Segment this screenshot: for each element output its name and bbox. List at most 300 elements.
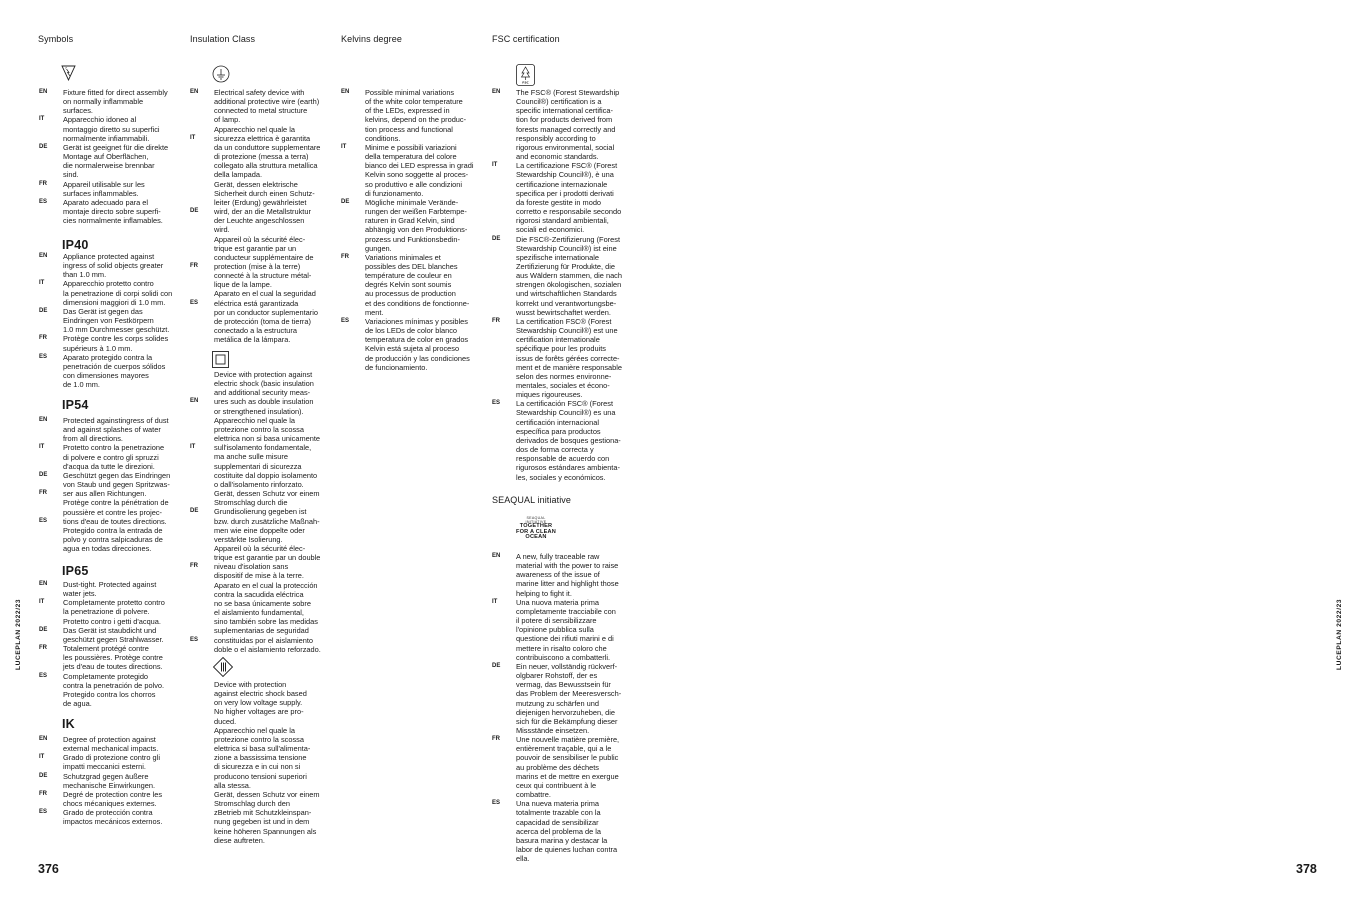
text-line: Une nouvelle matière première, (516, 735, 620, 745)
text-line: eléctrica está garantizada (214, 298, 299, 308)
text-line: Geschützt gegen das Eindringen (63, 470, 171, 480)
text-line: specific international certifica- (516, 106, 613, 116)
language-entry (341, 317, 480, 372)
language-code: DE (341, 198, 350, 205)
text-line: agua en todas direcciones. (63, 544, 152, 554)
ip65-title: IP65 (62, 564, 89, 578)
text-line: of lamp. (214, 115, 241, 125)
text-line: connected to metal structure (214, 106, 308, 116)
seaqual-logo (514, 516, 558, 541)
description-text (63, 443, 178, 470)
text-line: et des conditions de fonctionne- (365, 298, 470, 308)
text-line: l'opinione pubblica sulla (516, 625, 594, 635)
text-line: el aislamiento fundamental, (214, 608, 304, 618)
description-text (63, 808, 178, 826)
text-line: montaje directo sobre superfi- (63, 207, 161, 217)
text-line: Sicherheit durch einen Schutz- (214, 188, 315, 198)
text-line: costituite dal doppio isolamento (214, 470, 318, 480)
language-code (190, 370, 214, 397)
text-line: Protetto contro i getti d'acqua. (63, 616, 161, 626)
description-text (63, 790, 178, 808)
text-line: Degree of protection against (63, 735, 156, 744)
text-line: montaggio diretto su superfici (63, 124, 160, 134)
text-line: La certification FSC® (Forest (516, 316, 612, 326)
text-line: rungen der weißen Farbtempe- (365, 207, 467, 217)
language-code: FR (39, 180, 47, 187)
text-line: die normalerweise brennbar (63, 161, 155, 171)
language-entry (39, 672, 178, 709)
text-line: la penetrazione di polvere. (63, 607, 150, 617)
text-line: sich für die Bekämpfung dieser (516, 716, 618, 726)
ip65-entries (39, 580, 178, 708)
language-entry (492, 799, 631, 863)
text-line: protezione contro la scossa (214, 424, 304, 434)
language-entry (39, 772, 178, 790)
text-line: acerca del problema de la (516, 826, 602, 836)
language-entry (39, 143, 178, 180)
text-line: Fixture fitted for direct assembly (63, 88, 168, 97)
text-line: mentales, sociales et écono- (516, 381, 610, 390)
brand-vertical-right: LUCEPLAN 2022/23 (1336, 598, 1343, 670)
text-line: niveau d'isolation sans (214, 562, 289, 572)
language-code: FR (492, 317, 500, 324)
language-code: EN (341, 89, 350, 95)
language-code: DE (190, 208, 199, 215)
text-line: prozess und Funktionsbedin- (365, 234, 460, 244)
text-line: leiter (Erdung) gewährleistet (214, 197, 307, 207)
class1-entries (190, 88, 329, 344)
text-line: Aparato protegido contra la (63, 352, 153, 362)
language-entry (39, 489, 178, 516)
text-line: responsable de acuerdo con (516, 454, 610, 464)
seaqual-logo-line1: TOGETHER (519, 523, 553, 529)
text-line: so produttivo e alle condizioni (365, 179, 462, 189)
text-line: rigorous environmental, social (516, 142, 615, 152)
description-text (63, 735, 178, 753)
text-line: rigurosos estándares ambienta- (516, 463, 620, 473)
text-line: degrés Kelvin sont soumis (365, 280, 452, 290)
text-line: sociali ed economici. (516, 225, 585, 235)
text-line: no se basa únicamente sobre (214, 598, 311, 608)
description-text (214, 680, 329, 845)
text-line: Una nueva materia prima (516, 799, 599, 809)
text-line: collegato alla struttura metallica (214, 161, 318, 171)
text-line: Stewardship Council®) est une (516, 326, 618, 336)
text-line: certificazione internazionale (516, 179, 608, 189)
text-line: 1.0 mm Durchmesser geschützt. (63, 325, 170, 335)
text-line: bzw. durch zusätzliche Maßnah- (214, 516, 320, 526)
description-text (63, 353, 178, 390)
language-entry (492, 598, 631, 662)
svg-text:F: F (65, 67, 67, 70)
seaqual-entries (492, 552, 631, 863)
text-line: Protège contre la pénétration de (63, 498, 169, 508)
language-code: DE (492, 662, 501, 669)
text-line: corretto e responsabile secondo (516, 207, 622, 217)
text-line: totalmente trazable con la (516, 808, 601, 818)
header-insulation-class: Insulation Class (190, 34, 256, 44)
text-line: contribuiscono a combatterli. (516, 652, 611, 662)
description-text (63, 88, 178, 115)
text-line: than 1.0 mm. (63, 270, 107, 280)
text-line: di sicurezza e in cui non si (214, 762, 301, 772)
text-line: tion process and functional (365, 124, 453, 134)
text-line: of the white color temperature (365, 97, 463, 107)
text-line: forests managed correctly and (516, 124, 616, 134)
text-line: il potere di sensibilizzare (516, 616, 597, 626)
text-line: La certificazione FSC® (Forest (516, 161, 618, 171)
text-line: mechanische Einwirkungen. (63, 780, 156, 790)
text-line: vermag, das Bewusstsein für (516, 680, 611, 690)
text-line: de 1.0 mm. (63, 380, 100, 390)
description-text (63, 307, 178, 334)
text-line: di protezione (messa a terra) (214, 152, 309, 162)
language-entry (39, 353, 178, 390)
language-code: ES (39, 672, 48, 679)
header-fsc-certification: FSC certification (492, 34, 560, 44)
text-line: sull'isolamento fondamentale, (214, 443, 312, 453)
language-entry (492, 161, 631, 234)
kelvins-entries (341, 88, 480, 372)
seaqual-title: SEAQUAL initiative (492, 495, 571, 505)
description-text (516, 662, 631, 735)
language-entry (39, 115, 178, 142)
text-line: electric shock (basic insulation (214, 379, 314, 389)
description-text (63, 279, 178, 306)
text-line: Aparato adecuado para el (63, 197, 149, 207)
text-line: dimensioni maggiori di 1.0 mm. (63, 297, 166, 307)
language-code: FR (341, 253, 349, 260)
language-code: DE (39, 143, 48, 150)
text-line: sino también sobre las medidas (214, 617, 318, 627)
description-text (365, 198, 480, 253)
text-line: ment. (365, 307, 384, 317)
text-line: miques rigoureuses. (516, 390, 583, 400)
language-code: IT (190, 134, 196, 141)
text-line: raturen in Grad Kelvin, sind (365, 216, 455, 226)
text-line: ment et de manière responsable (516, 362, 622, 372)
description-text (214, 207, 329, 262)
text-line: con dimensiones mayores (63, 371, 149, 381)
description-text (214, 562, 329, 635)
page-number-right: 378 (1296, 862, 1317, 876)
text-line: Protegido contra los chorros (63, 689, 156, 699)
text-line: Appareil utilisable sur les (63, 179, 145, 189)
language-entry (492, 552, 631, 598)
description-text (63, 580, 178, 598)
text-line: entièrement traçable, qui a le (516, 744, 612, 754)
text-line: Das Gerät ist gegen das (63, 306, 143, 316)
text-line: Aparato en el cual la protección (214, 580, 318, 590)
description-text (63, 598, 178, 625)
text-line: La certificación FSC® (Forest (516, 399, 614, 409)
language-entry (190, 562, 329, 635)
text-line: additional protective wire (earth) (214, 97, 320, 107)
text-line: Protetto contro la penetrazione (63, 443, 165, 453)
text-line: Totalement protégé contre (63, 644, 149, 654)
text-line: Device with protection (214, 680, 287, 689)
language-code: IT (39, 116, 45, 123)
language-entry (492, 235, 631, 317)
text-line: certification internationale (516, 335, 600, 345)
text-line: doble o el aislamiento reforzado. (214, 644, 321, 654)
text-line: Ein neuer, vollständig rückverf- (516, 661, 618, 671)
text-line: Apparecchio nel quale la (214, 725, 295, 735)
language-entry (190, 680, 329, 845)
text-line: Apparecchio idoneo al (63, 115, 137, 125)
language-code: ES (492, 800, 501, 807)
text-line: abhängig von den Produktions- (365, 225, 468, 235)
text-line: helping to fight it. (516, 588, 572, 598)
text-line: No higher voltages are pro- (214, 707, 304, 717)
page-number-left: 376 (38, 862, 59, 876)
text-line: men wie eine doppelte oder (214, 525, 305, 535)
language-code: DE (39, 626, 48, 633)
language-code: IT (39, 444, 45, 451)
language-code: IT (341, 143, 347, 150)
text-line: ella. (516, 854, 530, 864)
text-line: korrekt und verantwortungsbe- (516, 298, 617, 308)
seaqual-logo-line2: FOR A CLEAN (515, 528, 556, 535)
text-line: Das Gerät ist staubdicht und (63, 625, 157, 635)
text-line: surfaces. (63, 106, 93, 116)
text-line: da un conduttore supplementare (214, 142, 321, 152)
text-line: Gerät, dessen Schutz vor einem (214, 489, 320, 499)
text-line: issus de forêts gérées correcte- (516, 353, 620, 363)
text-line: Montage auf Oberflächen, (63, 152, 149, 162)
text-line: di polvere e contro gli spruzzi (63, 452, 159, 462)
text-line: on very low voltage supply. (214, 698, 303, 708)
text-line: rigorosi standard ambientali, (516, 216, 609, 226)
text-line: Protegido contra la entrada de (63, 525, 163, 535)
text-line: duced. (214, 716, 237, 726)
language-code: DE (39, 471, 48, 478)
text-line: from all directions. (63, 434, 123, 444)
low-voltage-icon (213, 657, 233, 682)
text-line: della lampada. (214, 170, 263, 180)
text-line: responsibly according to (516, 133, 596, 143)
text-line: Gerät, dessen elektrische (214, 179, 298, 189)
description-text (214, 636, 329, 654)
description-text (63, 334, 178, 352)
text-line: chocs mécaniques externes. (63, 799, 157, 809)
language-entry (39, 598, 178, 625)
language-entry (190, 299, 329, 345)
earth-ground-icon (212, 65, 230, 88)
language-code: ES (39, 353, 48, 360)
flammable-surface-icon (61, 65, 76, 86)
text-line: conectado a la estructura (214, 326, 297, 336)
text-line: Apparecchio nel quale la (214, 415, 295, 425)
language-entry (492, 88, 631, 161)
text-line: impactos mecánicos externos. (63, 817, 163, 827)
text-line: Die FSC®-Zertifizierung (Forest (516, 234, 621, 244)
text-line: certificación internacional (516, 417, 599, 427)
text-line: supérieurs à 1.0 mm. (63, 343, 133, 353)
text-line: trique est garantie par un (214, 243, 297, 253)
text-line: gungen. (365, 243, 392, 253)
text-line: zBetrieb mit Schutzkleinspan- (214, 808, 312, 818)
text-line: de protección (toma de tierra) (214, 316, 311, 326)
text-line: Council®) certification is a (516, 97, 602, 107)
language-code: ES (190, 299, 199, 306)
text-line: Grado de protección contra (63, 808, 153, 818)
text-line: Degré de protection contre les (63, 789, 163, 799)
text-line: la penetrazione di corpi solidi con (63, 288, 173, 298)
text-line: penetración de cuerpos sólidos (63, 361, 166, 371)
text-line: Una nuova materia prima (516, 597, 599, 607)
text-line: Kelvin sono soggette al proces- (365, 170, 469, 180)
language-code (190, 680, 214, 845)
text-line: derivados de bosques gestiona- (516, 435, 621, 445)
ip54-entries (39, 416, 178, 553)
text-line: de los LEDs de color blanco (365, 326, 458, 336)
seaqual-logo-top: SEAQUAL (526, 516, 546, 520)
text-line: dos de forma correcta y (516, 445, 594, 455)
description-text (214, 262, 329, 299)
text-line: against electric shock based (214, 689, 307, 699)
text-line: nung gegeben ist und in dem (214, 817, 310, 827)
text-line: possibles des DEL blanches (365, 261, 458, 271)
fixture-entries (39, 88, 178, 225)
text-line: awareness of the issue of (516, 570, 600, 580)
description-text (63, 517, 178, 554)
text-line: Variations minimales et (365, 252, 441, 262)
text-line: lique de la lampe. (214, 280, 272, 290)
description-text (214, 507, 329, 562)
header-kelvins-degree: Kelvins degree (341, 34, 402, 44)
language-entry (190, 370, 329, 397)
text-line: Grado di protezione contro gli (63, 753, 160, 763)
text-line: wird, der an die Metallstruktur (214, 207, 311, 217)
description-text (63, 644, 178, 671)
text-line: protezione contro la scossa (214, 734, 304, 744)
text-line: sind. (63, 170, 79, 180)
text-line: Completamente protegido (63, 671, 149, 681)
text-line: on normally inflammable (63, 97, 144, 107)
text-line: diese auftreten. (214, 835, 265, 845)
language-code: FR (190, 563, 198, 570)
svg-text:FSC: FSC (522, 80, 529, 85)
text-line: Schutzgrad gegen äußere (63, 771, 149, 781)
language-entry (39, 753, 178, 771)
description-text (516, 735, 631, 799)
text-line: Completamente protetto contro (63, 598, 165, 608)
language-code: EN (190, 398, 199, 405)
language-entry (39, 307, 178, 334)
class3-entries (190, 680, 329, 845)
text-line: strengen ökologischen, sozialen (516, 280, 622, 290)
description-text (63, 180, 178, 198)
language-code: EN (492, 89, 501, 95)
text-line: metálica de la lámpara. (214, 335, 291, 345)
language-code: ES (39, 809, 48, 816)
description-text (63, 115, 178, 142)
text-line: Possible minimal variations (365, 88, 455, 97)
language-entry (39, 180, 178, 198)
text-line: de agua. (63, 699, 92, 709)
text-line: elettrica si basa sull'alimenta- (214, 744, 311, 754)
text-line: contra la sacudida eléctrica (214, 589, 304, 599)
language-entry (190, 636, 329, 654)
text-line: elettrica non si basa unicamente (214, 434, 320, 444)
language-entry (341, 88, 480, 143)
text-line: Apparecchio protetto contro (63, 279, 154, 289)
language-entry (190, 88, 329, 134)
text-line: mutzung zu schärfen und (516, 698, 599, 708)
language-entry (39, 279, 178, 306)
text-line: surfaces inflammables. (63, 188, 139, 198)
description-text (214, 134, 329, 207)
text-line: temperatura de color en grados (365, 335, 469, 345)
text-line: Mögliche minimale Verände- (365, 197, 459, 207)
text-line: ceux qui contribuent à le (516, 780, 597, 790)
ik-entries (39, 735, 178, 827)
language-entry (39, 790, 178, 808)
header-symbols: Symbols (38, 34, 74, 44)
language-entry (39, 252, 178, 279)
description-text (214, 299, 329, 345)
language-code: ES (492, 400, 501, 407)
text-line: Gerät ist geeignet für die direkte (63, 142, 169, 152)
text-line: Stewardship Council®), è una (516, 170, 614, 180)
description-text (63, 471, 178, 489)
text-line: d'acqua da tutte le direzioni. (63, 461, 155, 471)
text-line: Protège contre les corps solides (63, 334, 169, 344)
description-text (214, 88, 329, 134)
language-code: EN (39, 89, 48, 95)
text-line: or strengthened insulation). (214, 406, 304, 416)
description-text (63, 772, 178, 790)
text-line: and economic standards. (516, 152, 599, 162)
description-text (63, 198, 178, 225)
text-line: suplementarias de seguridad (214, 626, 309, 636)
text-line: della temperatura del colore (365, 152, 457, 162)
text-line: constituidas por el aislamiento (214, 635, 314, 645)
language-code: IT (39, 599, 45, 606)
language-entry (492, 662, 631, 735)
text-line: Dust-tight. Protected against (63, 580, 157, 589)
language-entry (39, 88, 178, 115)
text-line: verstärkte Isolierung. (214, 534, 283, 544)
text-line: pouvoir de sensibiliser le public (516, 753, 619, 763)
description-text (63, 672, 178, 709)
text-line: ser aus allen Richtungen. (63, 489, 147, 499)
text-line: marins et de mettre en exergue (516, 771, 619, 781)
language-entry (39, 198, 178, 225)
language-code: DE (190, 508, 199, 515)
text-line: external mechanical impacts. (63, 744, 159, 754)
text-line: poussière et contre les projec- (63, 507, 163, 517)
text-line: completamente tracciabile con (516, 606, 616, 616)
language-entry (190, 207, 329, 262)
language-code: FR (190, 262, 198, 269)
language-entry (492, 317, 631, 399)
description-text (365, 253, 480, 317)
language-code: FR (39, 790, 47, 797)
text-line: and additional security meas- (214, 388, 311, 398)
text-line: labor de quienes luchan contra (516, 845, 618, 854)
language-entry (190, 443, 329, 507)
text-line: Gerät, dessen Schutz vor einem (214, 789, 320, 799)
text-line: Minime e possibili variazioni (365, 142, 457, 152)
text-line: température de couleur en (365, 271, 452, 281)
text-line: au problème des déchets (516, 762, 599, 772)
seaqual-logo-line3: OCEAN (525, 534, 547, 541)
description-text (365, 88, 480, 143)
language-entry (39, 443, 178, 470)
language-code: EN (190, 89, 199, 95)
